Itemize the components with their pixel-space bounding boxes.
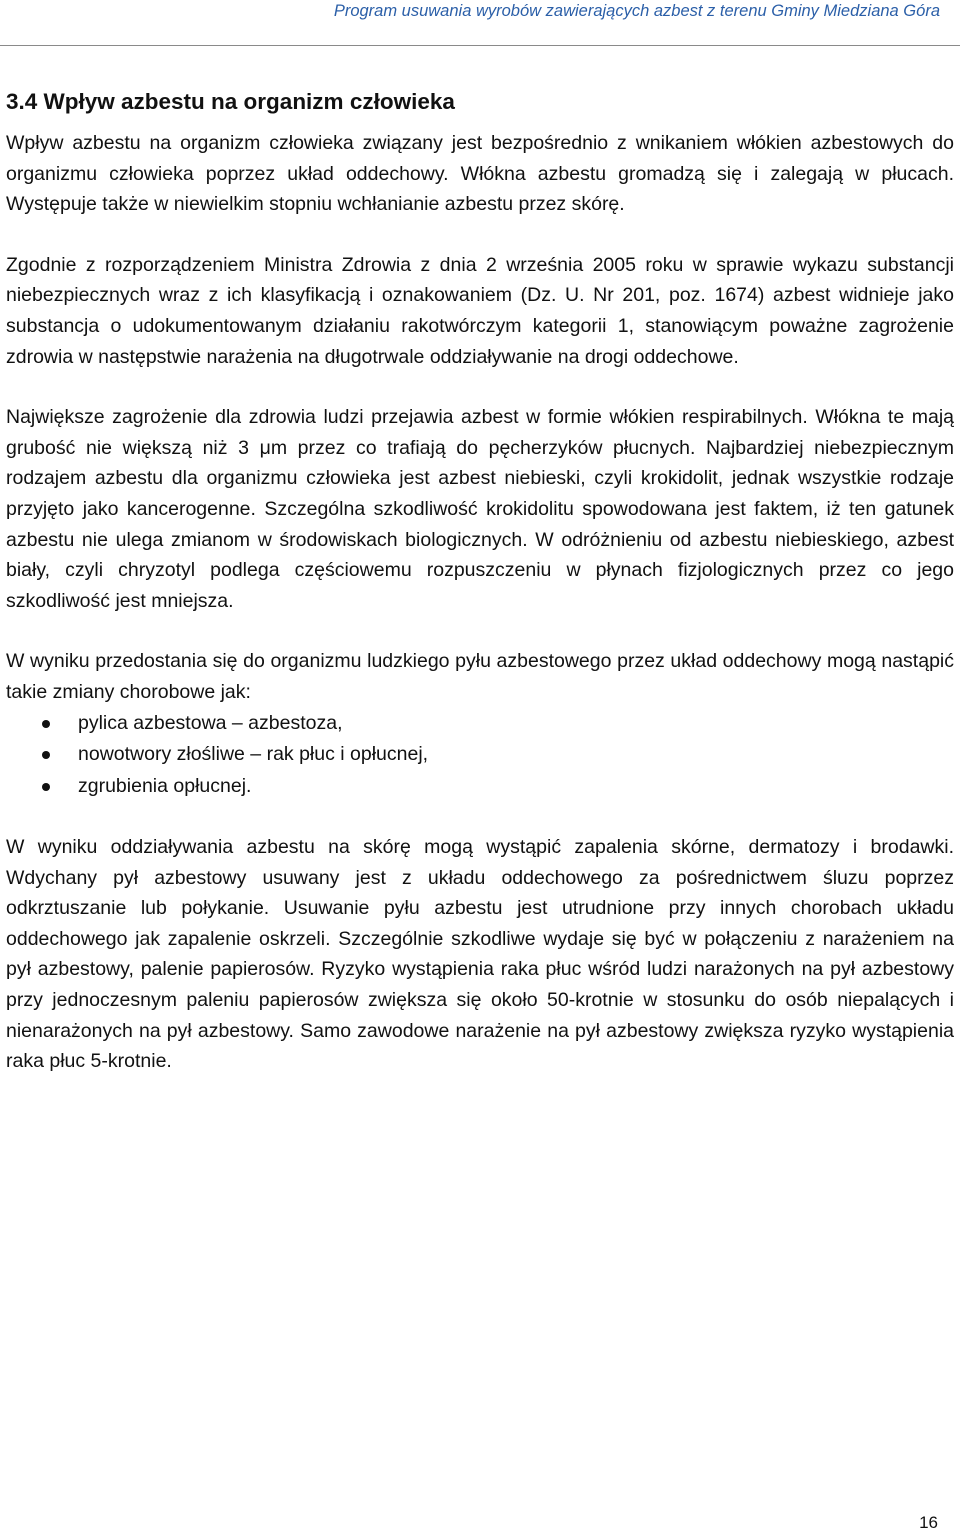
list-item: nowotwory złośliwe – rak płuc i opłucnej, xyxy=(6,739,954,771)
paragraph-skin-effects: W wyniku oddziaływania azbestu na skórę mogą wystąpić zapalenia skórne, dermatozy i brodawki. Wdychany pył azbestowy usuwany jest z układu oddechowego za pośrednictwem śluzu poprzez odkrztuszanie lub połykanie. Usuwanie pyłu azbestu jest utrudnione przy innych chorobach układu oddechowego jak zapalenie oskrzeli. Szczególnie szkodliwe wydaje się być w połączeniu z narażeniem na pył azbestowy, palenie papierosów. Ryzyko wystąpienia raka płuc wśród ludzi narażonych na pył azbestowy przy jednoczesnym paleniu papierosów zwiększa się około 50-krotnie w stosunku do osób niepalących i nienarażonych na pył azbestowy. Samo zawodowe narażenie na pył azbestowy zwiększa ryzyko wystąpienia raka płuc 5-krotnie. xyxy=(6,836,954,1073)
section-title: 3.4 Wpływ azbestu na organizm człowieka xyxy=(6,89,455,114)
page-content xyxy=(6,86,954,1077)
bullet-icon xyxy=(42,751,50,759)
page-header xyxy=(0,0,960,46)
paragraph-regulation: Zgodnie z rozporządzeniem Ministra Zdrowia z dnia 2 września 2005 roku w sprawie wykazu substancji niebezpiecznych wraz z ich klasyfikacją i oznakowaniem (Dz. U. Nr 201, poz. 1674) azbest widnieje jako substancja o udokumentowanym działaniu rakotwórczym kategorii 1, stanowiącym poważne zagrożenie zdrowia w następstwie narażenia na długotrwale oddziaływanie na drogi oddechowe. xyxy=(6,253,954,368)
running-title: Program usuwania wyrobów zawierających azbest z terenu Gminy Miedziana Góra xyxy=(333,2,940,20)
paragraph-diseases-intro: W wyniku przedostania się do organizmu ludzkiego pyłu azbestowego przez układ oddechowy mogą nastąpić takie zmiany chorobowe jak: xyxy=(6,650,954,703)
bullet-icon xyxy=(42,783,50,791)
paragraph-respirable-fibers: Największe zagrożenie dla zdrowia ludzi przejawia azbest w formie włókien respirabilnych. Włókna te mają grubość nie większą niż 3 μm przez co trafiają do pęcherzyków płucnych. Najbardziej niebezpiecznym rodzajem azbestu dla organizmu człowieka jest azbest niebieski, czyli krokidolit, jednak wszystkie rodzaje przyjęto jako kancerogenne. Szczególna szkodliwość krokidolitu spowodowana jest faktem, iż ten gatunek azbestu nie ulega zmianom w środowiskach biologicznych. W odróżnieniu od azbestu niebieskiego, azbest biały, czyli chryzotyl podlega częściowemu rozpuszczeniu w płynach fizjologicznych przez co jego szkodliwość jest mniejsza. xyxy=(6,406,954,612)
bullet-icon xyxy=(42,720,50,728)
list-item: zgrubienia opłucnej. xyxy=(6,771,954,803)
disease-list xyxy=(6,708,954,803)
list-item: pylica azbestowa – azbestoza, xyxy=(6,708,954,740)
page-number: 16 xyxy=(919,1513,938,1532)
paragraph-intro: Wpływ azbestu na organizm człowieka związany jest bezpośrednio z wnikaniem włókien azbestowych do organizmu człowieka poprzez układ oddechowy. Włókna azbestu gromadzą się i zalegają w płucach. Występuje także w niewielkim stopniu wchłanianie azbestu przez skórę. xyxy=(6,132,954,216)
